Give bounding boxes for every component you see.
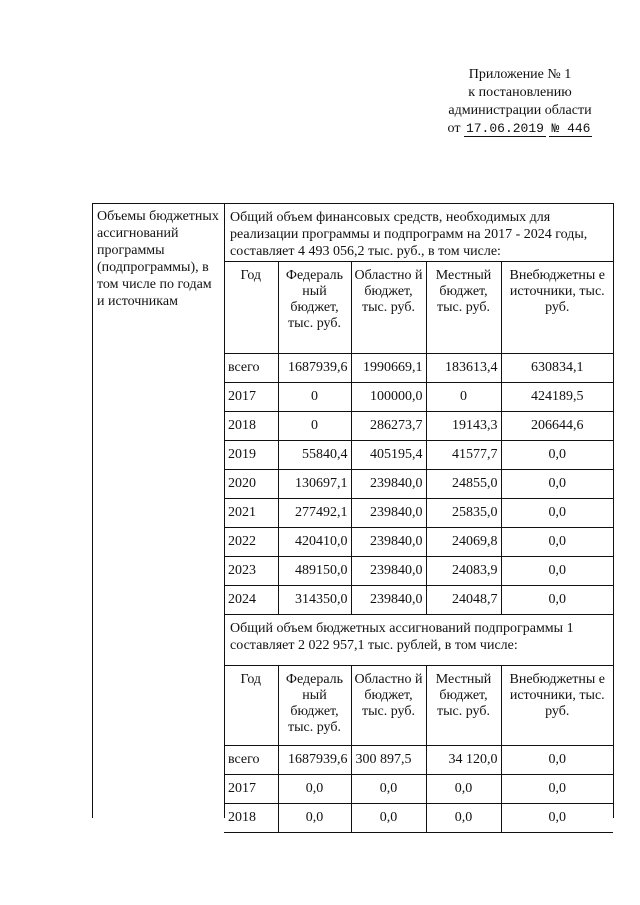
cell-federal: 0,0 [278,804,351,833]
cell-extrabudget: 0,0 [501,746,613,775]
document-date: 17.06.2019 [465,121,544,136]
header-local: Местный бюджет, тыс. руб. [426,262,501,354]
cell-extrabudget: 0,0 [501,586,613,615]
appendix-header [430,66,610,138]
cell-year: 2024 [224,586,278,615]
passport-table [92,203,615,825]
cell-local: 24083,9 [426,557,501,586]
cell-year: всего [224,354,278,383]
cell-federal: 0 [278,383,351,412]
header-year: Год [224,262,278,354]
cell-regional: 0,0 [351,775,426,804]
cell-year: 2017 [224,775,278,804]
cell-local: 24069,8 [426,528,501,557]
table-row [224,383,613,412]
cell-year: 2018 [224,804,278,833]
row-label-cell [92,203,225,818]
appendix-resolution: к постановлению [468,85,572,100]
cell-regional: 239840,0 [351,470,426,499]
table-row [224,354,613,383]
cell-federal: 420410,0 [278,528,351,557]
cell-extrabudget: 630834,1 [501,354,613,383]
cell-federal: 489150,0 [278,557,351,586]
cell-local: 34 120,0 [426,746,501,775]
cell-extrabudget: 206644,6 [501,412,613,441]
cell-regional: 300 897,5 [351,746,426,775]
table-row [224,499,613,528]
cell-extrabudget: 0,0 [501,775,613,804]
appendix-administration: администрации области [448,103,592,118]
funding-cell [224,203,614,825]
cell-year: 2017 [224,383,278,412]
table-row [224,470,613,499]
section1-intro: Общий объем финансовых средств, необходимых для реализации программы и подпрограмм на 2017 - 2024 годы, составляет 4 493 056,2 тыс. руб., в том числе: [230,210,588,259]
cell-year: 2020 [224,470,278,499]
table-row [224,804,613,833]
table-row [224,412,613,441]
section2-intro: Общий объем бюджетных ассигнований подпрограммы 1 составляет 2 022 957,1 тыс. рублей, в том числе: [230,621,574,653]
cell-local: 25835,0 [426,499,501,528]
cell-federal: 0,0 [278,775,351,804]
cell-federal: 1687939,6 [278,354,351,383]
header-year: Год [224,666,278,746]
cell-regional: 239840,0 [351,528,426,557]
cell-extrabudget: 0,0 [501,470,613,499]
cell-local: 0,0 [426,804,501,833]
cell-extrabudget: 0,0 [501,557,613,586]
cell-year: 2018 [224,412,278,441]
cell-local: 0,0 [426,775,501,804]
cell-federal: 0 [278,412,351,441]
cell-federal: 130697,1 [278,470,351,499]
table-header-row [224,666,613,746]
cell-year: всего [224,746,278,775]
cell-regional: 286273,7 [351,412,426,441]
number-sign: № [551,121,560,136]
document-number: 446 [567,121,591,136]
cell-local: 24855,0 [426,470,501,499]
cell-regional: 1990669,1 [351,354,426,383]
cell-federal: 1687939,6 [278,746,351,775]
appendix-title: Приложение № 1 [468,67,572,82]
header-extrabudget: Внебюджетны е источники, тыс. руб. [501,262,613,354]
cell-year: 2022 [224,528,278,557]
table-row [224,746,613,775]
cell-year: 2021 [224,499,278,528]
header-federal: Федераль ный бюджет, тыс. руб. [278,666,351,746]
table-row [224,528,613,557]
cell-regional: 239840,0 [351,557,426,586]
cell-regional: 405195,4 [351,441,426,470]
cell-regional: 239840,0 [351,586,426,615]
cell-extrabudget: 0,0 [501,441,613,470]
cell-regional: 0,0 [351,804,426,833]
cell-local: 183613,4 [426,354,501,383]
funding-table-total [224,261,613,615]
cell-extrabudget: 0,0 [501,528,613,557]
table-row [224,775,613,804]
table-header-row [224,262,613,354]
document-number-wrap [549,121,592,137]
date-prefix: от [447,121,461,136]
funding-table-subprogram [224,665,613,833]
cell-extrabudget: 0,0 [501,499,613,528]
cell-local: 41577,7 [426,441,501,470]
cell-regional: 100000,0 [351,383,426,412]
cell-extrabudget: 424189,5 [501,383,613,412]
cell-extrabudget: 0,0 [501,804,613,833]
header-regional: Областно й бюджет, тыс. руб. [351,262,426,354]
row-label: Объемы бюджетных ассигнований программы (подпрограммы), в том числе по годам и источникам [97,209,219,309]
cell-local: 0 [426,383,501,412]
cell-federal: 277492,1 [278,499,351,528]
cell-local: 19143,3 [426,412,501,441]
cell-federal: 314350,0 [278,586,351,615]
cell-regional: 239840,0 [351,499,426,528]
cell-local: 24048,7 [426,586,501,615]
cell-federal: 55840,4 [278,441,351,470]
header-local: Местный бюджет, тыс. руб. [426,666,501,746]
header-regional: Областно й бюджет, тыс. руб. [351,666,426,746]
header-federal: Федераль ный бюджет, тыс. руб. [278,262,351,354]
appendix-date-line [430,120,610,138]
table-row [224,586,613,615]
table-row [224,557,613,586]
cell-year: 2023 [224,557,278,586]
header-extrabudget: Внебюджетны е источники, тыс. руб. [501,666,613,746]
table-row [224,441,613,470]
cell-year: 2019 [224,441,278,470]
